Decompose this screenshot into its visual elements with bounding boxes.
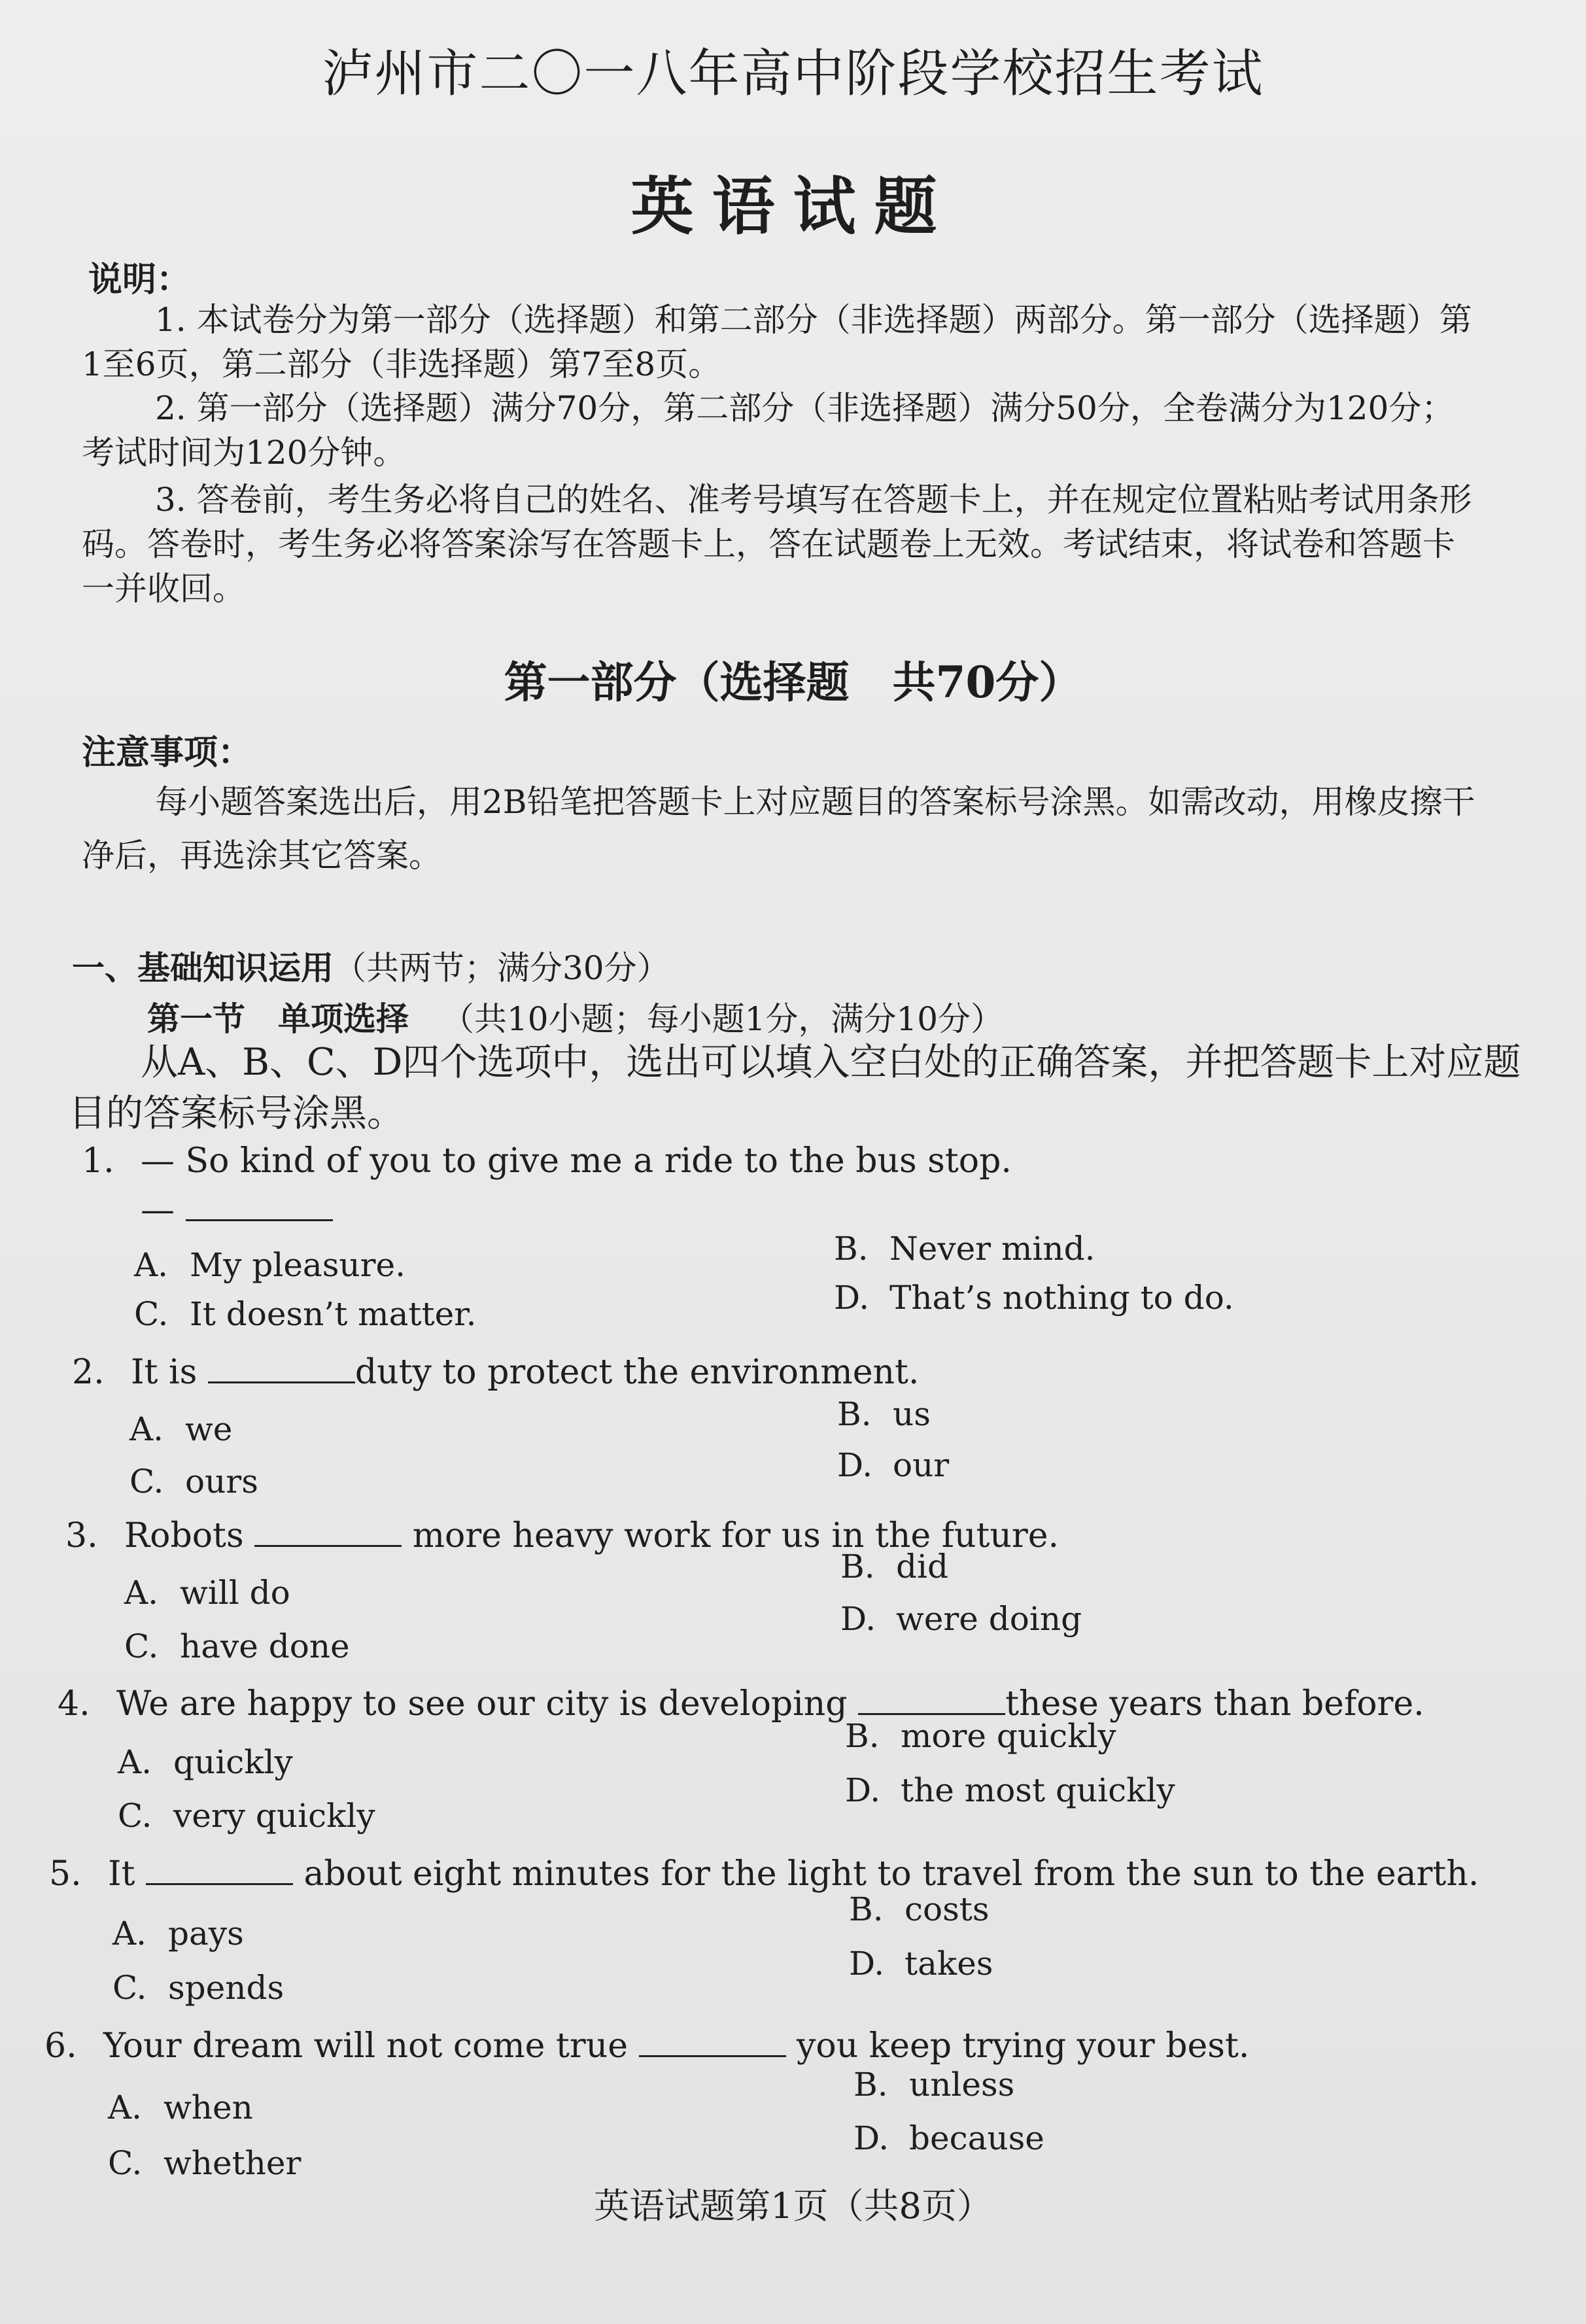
question-text: — So kind of you to give me a ride to the bus stop.: [141, 1141, 1012, 1181]
option-b: [834, 1230, 1095, 1268]
note-item-2: 2. 第一部分（选择题）满分70分，第二部分（非选择题）满分50分，全卷满分为120分；考试时间为120分钟。: [82, 389, 1455, 472]
section-title-note: （共两节；满分30分）: [334, 949, 670, 987]
option-c: [118, 1797, 375, 1835]
option-letter: A.: [129, 1410, 164, 1448]
option-d: [849, 1945, 993, 1983]
attention-text: 每小题答案选出后，用2B铅笔把答题卡上对应题目的答案标号涂黑。如需改动，用橡皮擦干净后，再选涂其它答案。: [82, 783, 1475, 875]
option-text: spends: [168, 1969, 284, 2007]
question-text-after: more heavy work for us in the future.: [412, 1516, 1060, 1555]
option-a: [108, 2089, 253, 2126]
question-stem: [44, 2026, 1249, 2066]
question-number: 2.: [72, 1353, 105, 1392]
option-text: the most quickly: [901, 1771, 1175, 1809]
option-letter: D.: [845, 1771, 881, 1809]
option-letter: B.: [834, 1230, 869, 1268]
answer-blank: [639, 2026, 786, 2057]
option-letter: A.: [134, 1246, 169, 1284]
option-letter: A.: [118, 1743, 152, 1781]
option-letter: B.: [845, 1717, 880, 1755]
question-number: 4.: [58, 1684, 90, 1724]
option-d: [853, 2119, 1044, 2157]
question-text-after: about eight minutes for the light to travel from the sun to the earth.: [303, 1854, 1479, 1894]
question-text-after: these years than before.: [1005, 1684, 1424, 1724]
option-c: [134, 1295, 476, 1333]
option-letter: A.: [112, 1915, 147, 1952]
question-stem: [72, 1353, 919, 1392]
option-letter: B.: [849, 1890, 884, 1928]
answer-blank: [146, 1854, 293, 1885]
question-text-before: Your dream will not come true: [103, 2026, 628, 2066]
attention-label: 注意事项：: [82, 733, 252, 772]
option-text: unless: [909, 2066, 1015, 2104]
option-b: [853, 2066, 1014, 2104]
option-d: [837, 1446, 949, 1484]
option-text: quickly: [173, 1743, 293, 1781]
question-number: 5.: [49, 1854, 82, 1894]
option-a: [112, 1915, 244, 1952]
option-letter: D.: [853, 2119, 889, 2157]
question-text-before: It: [108, 1854, 135, 1894]
option-text: us: [893, 1395, 931, 1433]
option-text: have done: [180, 1627, 350, 1665]
option-letter: C.: [124, 1627, 159, 1665]
subject-title: 英语试题: [630, 169, 956, 243]
section-subtitle: [147, 993, 1003, 1040]
option-text: when: [164, 2089, 253, 2126]
question-1: [0, 1141, 1586, 1338]
option-text: our: [893, 1446, 950, 1484]
option-b: [837, 1395, 931, 1433]
question-4: [0, 1684, 1586, 1881]
note-item-1: 1. 本试卷分为第一部分（选择题）和第二部分（非选择题）两部分。第一部分（选择题）第1至6页，第二部分（非选择题）第7至8页。: [82, 301, 1472, 383]
option-d: [840, 1600, 1082, 1638]
option-d: [845, 1771, 1175, 1809]
answer-blank: [254, 1516, 402, 1547]
option-a: [129, 1410, 232, 1448]
option-text: Never mind.: [889, 1230, 1095, 1268]
option-text: My pleasure.: [190, 1246, 405, 1284]
option-text: more quickly: [901, 1717, 1116, 1755]
question-stem: [49, 1854, 1479, 1894]
question-3: [0, 1516, 1586, 1712]
option-text: we: [185, 1410, 233, 1448]
section-instruction: 从A、B、C、D四个选项中，选出可以填入空白处的正确答案，并把答题卡上对应题目的答案标号涂黑。: [69, 1041, 1521, 1135]
option-a: [134, 1246, 405, 1284]
question-text-before: Robots: [124, 1516, 244, 1555]
option-text: because: [909, 2119, 1044, 2157]
option-c: [124, 1627, 350, 1665]
question-stem: [82, 1141, 1012, 1181]
option-text: ours: [185, 1463, 258, 1500]
option-letter: D.: [834, 1279, 870, 1317]
question-number: 1.: [82, 1141, 114, 1181]
option-d: [834, 1279, 1234, 1317]
option-c: [112, 1969, 284, 2007]
section-title-main: 一、基础知识运用: [72, 948, 334, 987]
question-text-after: duty to protect the environment.: [354, 1353, 920, 1392]
option-letter: A.: [108, 2089, 143, 2126]
option-letter: D.: [837, 1446, 873, 1484]
option-text: costs: [905, 1890, 990, 1928]
part-one-title: 第一部分（选择题 共70分）: [504, 657, 1082, 708]
question-number: 6.: [44, 2026, 77, 2066]
answer-blank: [186, 1190, 333, 1221]
option-letter: B.: [837, 1395, 872, 1433]
section-subtitle-note: （共10小题；每小题1分，满分10分）: [441, 1000, 1004, 1038]
option-a: [124, 1574, 290, 1612]
page-footer: 英语试题第1页（共8页）: [594, 2185, 992, 2227]
option-letter: C.: [108, 2144, 143, 2182]
notes-label: 说明：: [88, 260, 191, 300]
section-subtitle-main: 第一节 单项选择: [147, 999, 409, 1038]
question-number: 3.: [65, 1516, 98, 1555]
option-letter: B.: [840, 1548, 875, 1586]
dash: —: [141, 1190, 175, 1230]
option-c: [129, 1463, 258, 1500]
question-text-before: It is: [131, 1353, 198, 1392]
option-letter: C.: [112, 1969, 147, 2007]
option-b: [849, 1890, 990, 1928]
option-text: will do: [180, 1574, 290, 1612]
option-text: did: [896, 1548, 949, 1586]
option-a: [118, 1743, 293, 1781]
option-text: It doesn’t matter.: [190, 1295, 477, 1333]
option-text: whether: [164, 2144, 302, 2182]
option-letter: C.: [118, 1797, 152, 1835]
option-letter: C.: [129, 1463, 164, 1500]
option-text: pays: [168, 1915, 244, 1952]
option-letter: D.: [849, 1945, 885, 1983]
answer-blank: [208, 1353, 355, 1383]
option-text: very quickly: [173, 1797, 375, 1835]
question-5: [0, 1854, 1586, 2051]
option-c: [108, 2144, 301, 2182]
section-title: [72, 942, 670, 989]
option-letter: A.: [124, 1574, 159, 1612]
option-letter: D.: [840, 1600, 876, 1638]
option-b: [840, 1548, 948, 1586]
option-letter: B.: [853, 2066, 888, 2104]
option-b: [845, 1717, 1116, 1755]
question-text-before: We are happy to see our city is developing: [116, 1684, 848, 1724]
question-text-after: you keep trying your best.: [797, 2026, 1250, 2066]
option-text: That’s nothing to do.: [889, 1279, 1234, 1317]
question-stem: [58, 1684, 1424, 1724]
answer-line: [141, 1190, 333, 1230]
option-letter: C.: [134, 1295, 169, 1333]
answer-blank: [858, 1684, 1005, 1715]
note-item-3: 3. 答卷前，考生务必将自己的姓名、准考号填写在答题卡上，并在规定位置粘贴考试用条形码。答卷时，考生务必将答案涂写在答题卡上，答在试题卷上无效。考试结束，将试卷和答题卡一并收回。: [82, 481, 1472, 608]
option-text: takes: [905, 1945, 993, 1983]
exam-title: 泸州市二〇一八年高中阶段学校招生考试: [322, 44, 1264, 103]
option-text: were doing: [896, 1600, 1082, 1638]
